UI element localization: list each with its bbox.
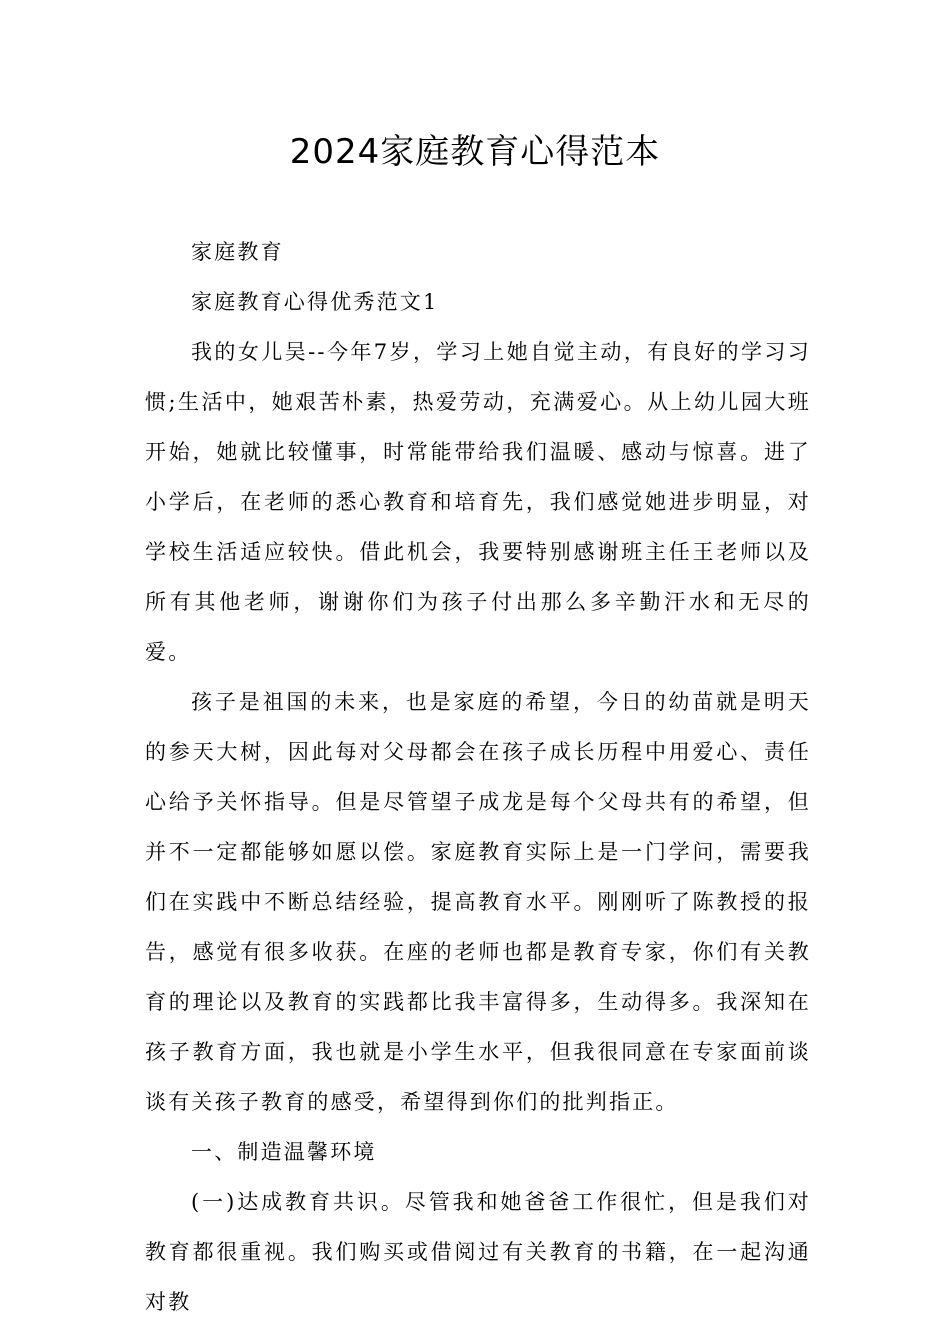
body-paragraph: (一)达成教育共识。尽管我和她爸爸工作很忙，但是我们对教育都很重视。我们购买或借阅过有关教育的书籍，在一起沟通对教 — [145, 1190, 811, 1314]
document-body — [145, 227, 811, 1327]
body-paragraph: 孩子是祖国的未来，也是家庭的希望，今日的幼苗就是明天的参天大树，因此每对父母都会在孩子成长历程中用爱心、责任心给予关怀指导。但是尽管望子成龙是每个父母共有的希望，但并不一定都能够如愿以偿。家庭教育实际上是一门学问，需要我们在实践中不断总结经验，提高教育水平。刚刚听了陈教授的报告，感觉有很多收获。在座的老师也都是教育专家，你们有关教育的理论以及教育的实践都比我丰富得多，生动得多。我深知在孩子教育方面，我也就是小学生水平，但我很同意在专家面前谈谈有关孩子教育的感受，希望得到你们的批判指正。 — [145, 690, 811, 1114]
section-heading: 一、制造温馨环境 — [191, 1140, 377, 1164]
body-paragraph: 我的女儿吴--今年7岁，学习上她自觉主动，有良好的学习习惯;生活中，她艰苦朴素，热爱劳动，充满爱心。从上幼儿园大班开始，她就比较懂事，时常能带给我们温暖、感动与惊喜。进了小学后，在老师的悉心教育和培育先，我们感觉她进步明显，对学校生活适应较快。借此机会，我要特别感谢班主任王老师以及所有其他老师，谢谢你们为孩子付出那么多辛勤汗水和无尽的爱。 — [145, 340, 811, 664]
section-heading: 家庭教育 — [191, 240, 284, 264]
document-title: 2024家庭教育心得范本 — [289, 132, 661, 172]
subheading: 家庭教育心得优秀范文1 — [191, 290, 439, 314]
